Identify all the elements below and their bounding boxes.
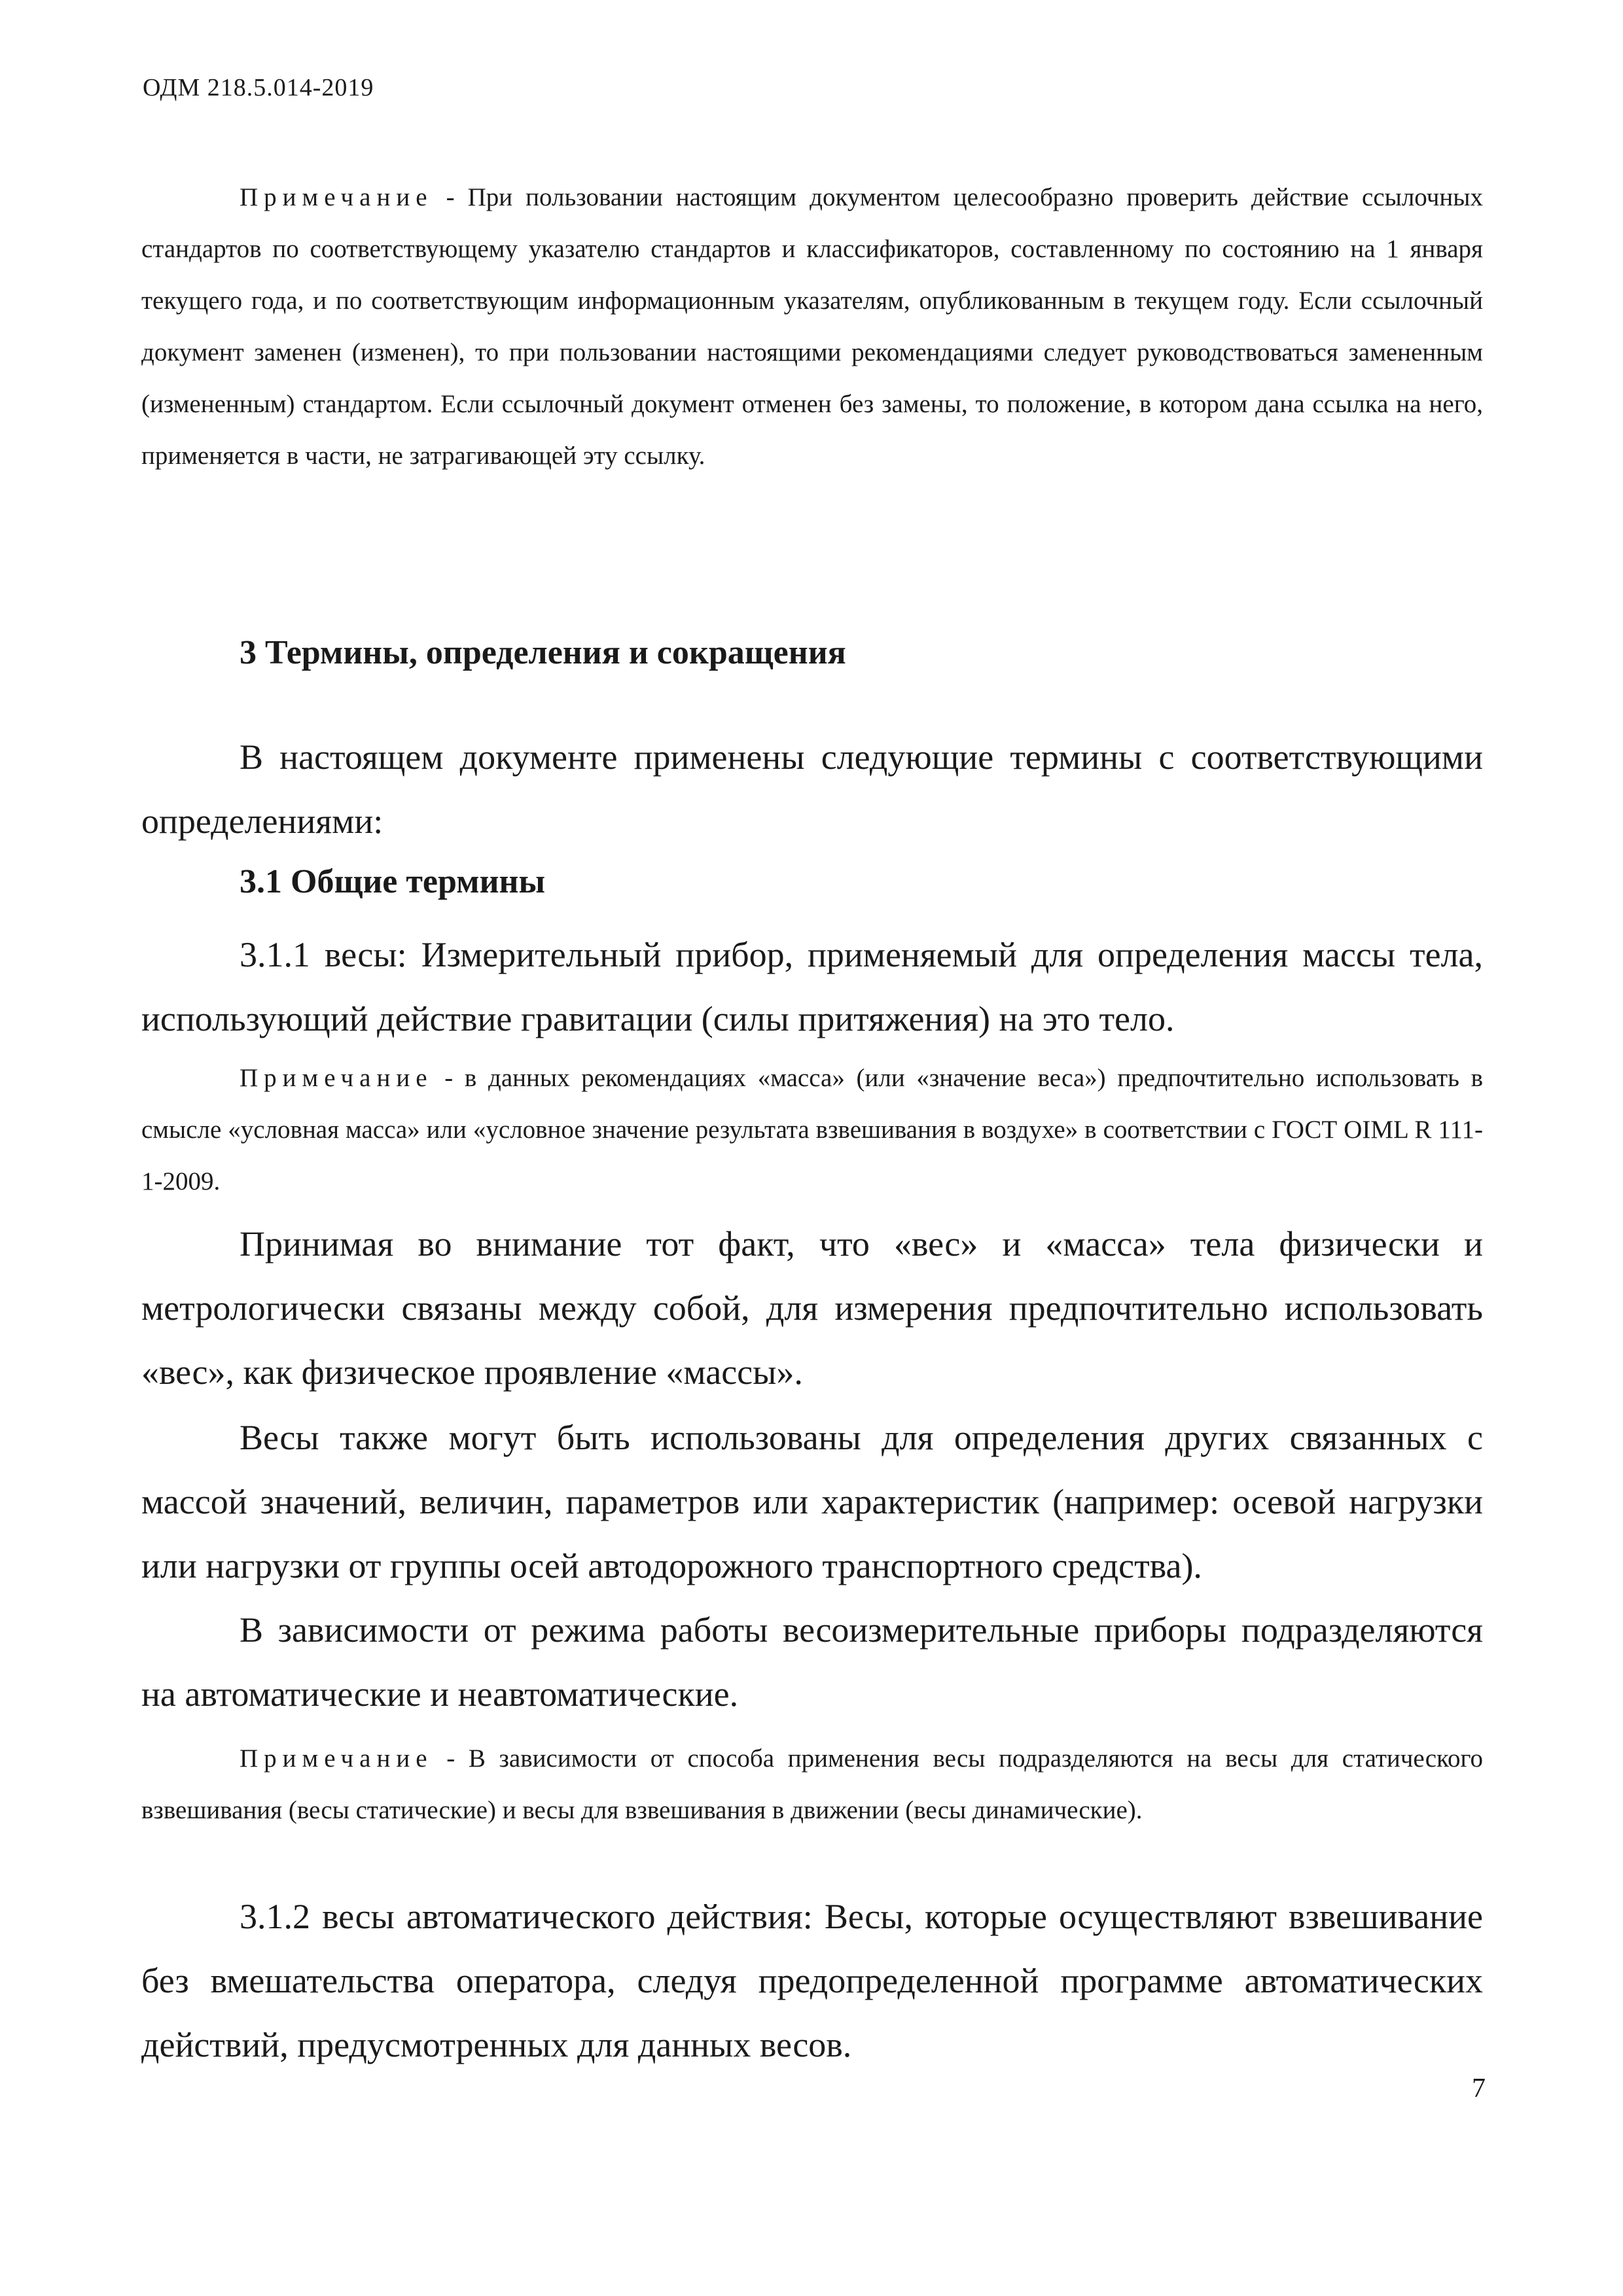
- note-text: - в данных рекомендациях «масса» (или «значение веса») предпочтительно использовать в смысле «условная масса» или «условное значение результата взвешивания в воздухе» в соответствии с ГОСТ OIML R 111-1-2009.: [141, 1064, 1483, 1195]
- note-text: - При пользовании настоящим документом целесообразно проверить действие ссылочных стандартов по соответствующему указателю стандартов и классификаторов, составленному по состоянию на 1 января текущего года, и по соответствующим информационным указателям, опубликованным в текущем году. Если ссылочный документ заменен (изменен), то при пользовании настоящими рекомендациями следует руководствоваться замененным (измененным) стандартом. Если ссылочный документ отменен без замены, то положение, в котором дана ссылка на него, применяется в части, не затрагивающей эту ссылку.: [141, 183, 1483, 470]
- term-3-1-1: 3.1.1 весы: Измерительный прибор, применяемый для определения массы тела, использующий действие гравитации (силы притяжения) на это тело.: [141, 935, 1483, 1038]
- subsection-heading: 3.1 Общие термины: [240, 863, 546, 900]
- paragraph: Принимая во внимание тот факт, что «вес» и «масса» тела физически и метрологически связаны между собой, для измерения предпочтительно использовать «вес», как физическое проявление «массы».: [141, 1224, 1483, 1392]
- section-3-intro: [141, 725, 1483, 853]
- note-intro: [141, 171, 1483, 482]
- note-label: Примечание: [240, 1744, 433, 1773]
- page-number: 7: [1472, 2074, 1486, 2104]
- intro-paragraph: В настоящем документе применены следующие термины с соответствующими определениями:: [141, 737, 1483, 841]
- term-3-1-1-block: [141, 923, 1483, 1051]
- section-heading: 3 Термины, определения и сокращения: [240, 634, 846, 671]
- note-label: Примечание: [240, 183, 433, 211]
- note-1-block: [141, 1052, 1483, 1207]
- note-text: - В зависимости от способа применения весы подразделяются на весы для статического взвешивания (весы статические) и весы для взвешивания в движении (весы динамические).: [141, 1744, 1483, 1824]
- note-label: Примечание: [240, 1064, 433, 1092]
- term-3-1-2: 3.1.2 весы автоматического действия: Весы, которые осуществляют взвешивание без вмешательства оператора, следуя предопределенной программе автоматических действий, предусмотренных для данных весов.: [141, 1897, 1483, 2064]
- paragraph-1-block: [141, 1212, 1483, 1404]
- paragraph: В зависимости от режима работы весоизмерительные приборы подразделяются на автоматические и неавтоматические.: [141, 1610, 1483, 1714]
- section-3-heading-block: [141, 633, 1483, 672]
- document-code: ОДМ 218.5.014-2019: [143, 74, 374, 101]
- paragraph-2-block: [141, 1405, 1483, 1598]
- note-2-block: [141, 1733, 1483, 1836]
- paragraph-3-block: [141, 1598, 1483, 1726]
- term-3-1-2-block: [141, 1884, 1483, 2077]
- paragraph: Весы также могут быть использованы для определения других связанных с массой значений, величин, параметров или характеристик (например: осевой нагрузки или нагрузки от группы осей автодорожного транспортного средства).: [141, 1418, 1483, 1585]
- subsection-heading-block: [141, 862, 1483, 901]
